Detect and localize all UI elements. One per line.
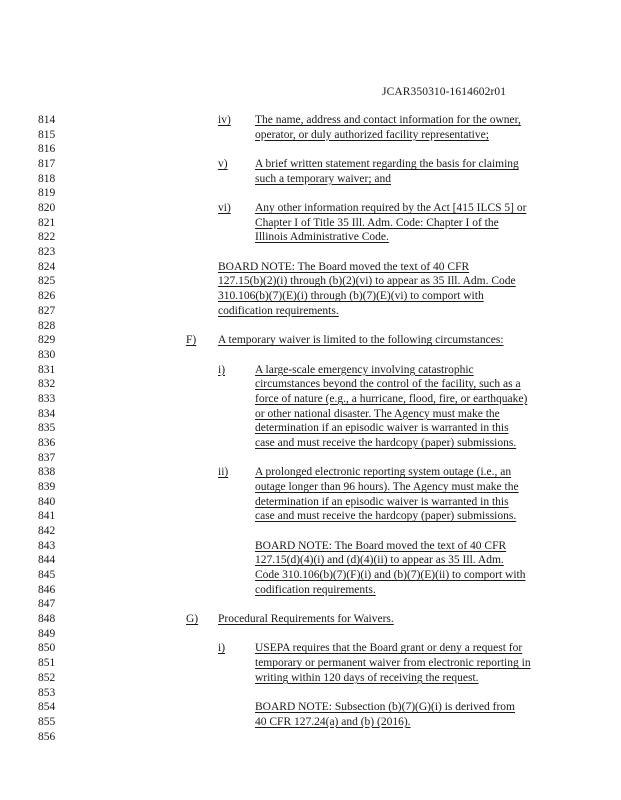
- document-line: [0, 671, 621, 685]
- line-number: 814: [38, 114, 56, 126]
- document-line: [0, 186, 621, 200]
- line-number: 829: [38, 334, 56, 347]
- line-number: 825: [38, 275, 56, 288]
- line-text: A large-scale emergency involving catastrophic: [255, 363, 474, 376]
- line-number: 844: [38, 554, 56, 567]
- document-line: [0, 451, 621, 465]
- line-number: 817: [38, 158, 56, 171]
- line-number: 822: [38, 231, 56, 244]
- line-text: BOARD NOTE: The Board moved the text of 40 CFR: [218, 260, 470, 273]
- document-line: [0, 553, 621, 567]
- document-line: [0, 348, 621, 362]
- line-number: 852: [38, 671, 56, 684]
- line-text: codification requirements.: [218, 304, 339, 317]
- line-number: 818: [38, 172, 56, 185]
- line-text: A prolonged electronic reporting system outage (i.e., an: [255, 466, 512, 479]
- document-line: [0, 363, 621, 377]
- line-number: 837: [38, 451, 56, 464]
- line-number: 850: [38, 642, 56, 655]
- document-line: [0, 421, 621, 435]
- document-line: [0, 407, 621, 421]
- line-number: 830: [38, 348, 56, 361]
- line-text: 127.15(d)(4)(i) and (d)(4)(ii) to appear as 35 Ill. Adm.: [255, 554, 504, 567]
- line-text: Procedural Requirements for Waivers.: [218, 613, 394, 626]
- subsection-label: iv): [218, 114, 231, 126]
- line-number: 834: [38, 407, 56, 420]
- document-line: [0, 715, 621, 729]
- line-number: 815: [38, 128, 56, 141]
- line-text: USEPA requires that the Board grant or deny a request for: [255, 642, 523, 655]
- line-text: A brief written statement regarding the basis for claiming: [255, 158, 519, 171]
- document-line: [0, 377, 621, 391]
- line-number: 841: [38, 510, 56, 523]
- document-line: [0, 641, 621, 655]
- line-text: Any other information required by the Act [415 ILCS 5] or: [255, 202, 527, 215]
- document-line: [0, 539, 621, 553]
- document-line: [0, 304, 621, 318]
- line-text: outage longer than 96 hours). The Agency must make the: [255, 481, 519, 493]
- line-number: 847: [38, 598, 56, 611]
- line-number: 848: [38, 613, 56, 626]
- line-text: such a temporary waiver; and: [255, 172, 392, 185]
- line-text: 310.106(b)(7)(E)(i) through (b)(7)(E)(vi) to comport with: [218, 290, 484, 303]
- line-text: A temporary waiver is limited to the following circumstances:: [218, 334, 504, 347]
- line-number: 828: [38, 319, 56, 332]
- document-line: [0, 700, 621, 714]
- line-number: 835: [38, 422, 56, 435]
- line-number: 824: [38, 260, 56, 273]
- document-line: [0, 216, 621, 230]
- document-line: [0, 392, 621, 406]
- document-line: [0, 568, 621, 582]
- line-number: 819: [38, 187, 56, 200]
- document-line: [0, 495, 621, 509]
- line-number: 832: [38, 378, 56, 391]
- line-number: 846: [38, 583, 56, 596]
- line-number: 833: [38, 392, 56, 405]
- document-line: [0, 656, 621, 670]
- document-line: [0, 260, 621, 274]
- line-text: BOARD NOTE: Subsection (b)(7)(G)(i) is derived from: [255, 701, 515, 714]
- line-text: operator, or duly authorized facility representative;: [255, 128, 489, 141]
- line-number: 843: [38, 539, 56, 552]
- line-number: 821: [38, 216, 56, 229]
- line-number: 816: [38, 143, 56, 156]
- line-text: circumstances beyond the control of the facility, such as a: [255, 378, 521, 391]
- line-number: 826: [38, 290, 56, 303]
- line-number: 849: [38, 627, 56, 640]
- line-number: 842: [38, 525, 56, 538]
- line-number: 831: [38, 363, 56, 376]
- line-number: 853: [38, 686, 56, 699]
- document-line: [0, 509, 621, 523]
- line-number: 836: [38, 436, 56, 449]
- document-line: [0, 436, 621, 450]
- subsection-label: G): [186, 613, 199, 626]
- subsection-label: v): [218, 158, 228, 171]
- line-number: 854: [38, 701, 56, 714]
- document-line: [0, 289, 621, 303]
- line-text: or other national disaster. The Agency must make the: [255, 407, 500, 420]
- line-number: 838: [38, 466, 56, 479]
- document-line: [0, 274, 621, 288]
- line-text: force of nature (e.g., a hurricane, flood, fire, or earthquake): [255, 392, 528, 405]
- subsection-label: i): [218, 363, 226, 376]
- document-line: [0, 627, 621, 641]
- line-number: 856: [38, 730, 56, 743]
- line-number: 851: [38, 657, 56, 670]
- document-line: [0, 230, 621, 244]
- line-number: 827: [38, 304, 56, 317]
- document-line: [0, 730, 621, 744]
- document-line: [0, 157, 621, 171]
- document-line: [0, 480, 621, 494]
- subsection-label: vi): [218, 202, 231, 215]
- document-line: [0, 333, 621, 347]
- line-text: writing within 120 days of receiving the request.: [255, 671, 479, 684]
- line-text: determination if an episodic waiver is warranted in this: [255, 495, 509, 508]
- document-line: [0, 142, 621, 156]
- line-text: The name, address and contact information for the owner,: [255, 114, 521, 126]
- document-line: [0, 465, 621, 479]
- document-line: [0, 583, 621, 597]
- line-text: determination if an episodic waiver is warranted in this: [255, 422, 509, 435]
- line-text: case and must receive the hardcopy (paper) submissions.: [255, 436, 517, 449]
- line-number: 823: [38, 246, 56, 259]
- document-line: [0, 201, 621, 215]
- line-text: case and must receive the hardcopy (paper) submissions.: [255, 510, 517, 523]
- document-line: [0, 612, 621, 626]
- subsection-label: i): [218, 642, 226, 655]
- line-text: Chapter I of Title 35 Ill. Adm. Code: Chapter I of the: [255, 216, 499, 229]
- document-line: [0, 686, 621, 700]
- subsection-label: F): [186, 334, 197, 347]
- line-text: Illinois Administrative Code.: [255, 231, 389, 244]
- line-text: Code 310.106(b)(7)(F)(i) and (b)(7)(E)(ii) to comport with: [255, 569, 526, 582]
- line-number: 855: [38, 715, 56, 728]
- document-line: [0, 245, 621, 259]
- document-id-header: JCAR350310-1614602r01: [382, 86, 507, 98]
- line-text: temporary or permanent waiver from electronic reporting in: [255, 657, 531, 670]
- line-number: 839: [38, 481, 56, 493]
- document-line: [0, 319, 621, 333]
- line-text: 40 CFR 127.24(a) and (b) (2016).: [255, 715, 411, 728]
- document-line: [0, 128, 621, 142]
- line-text: 127.15(b)(2)(i) through (b)(2)(vi) to appear as 35 Ill. Adm. Code: [218, 275, 516, 288]
- document-line: [0, 597, 621, 611]
- document-line: [0, 524, 621, 538]
- subsection-label: ii): [218, 466, 229, 479]
- line-number: 845: [38, 569, 56, 582]
- line-number: 840: [38, 495, 56, 508]
- line-text: BOARD NOTE: The Board moved the text of 40 CFR: [255, 539, 507, 552]
- document-line: [0, 113, 621, 127]
- line-text: codification requirements.: [255, 583, 376, 596]
- line-number: 820: [38, 202, 56, 215]
- document-line: [0, 172, 621, 186]
